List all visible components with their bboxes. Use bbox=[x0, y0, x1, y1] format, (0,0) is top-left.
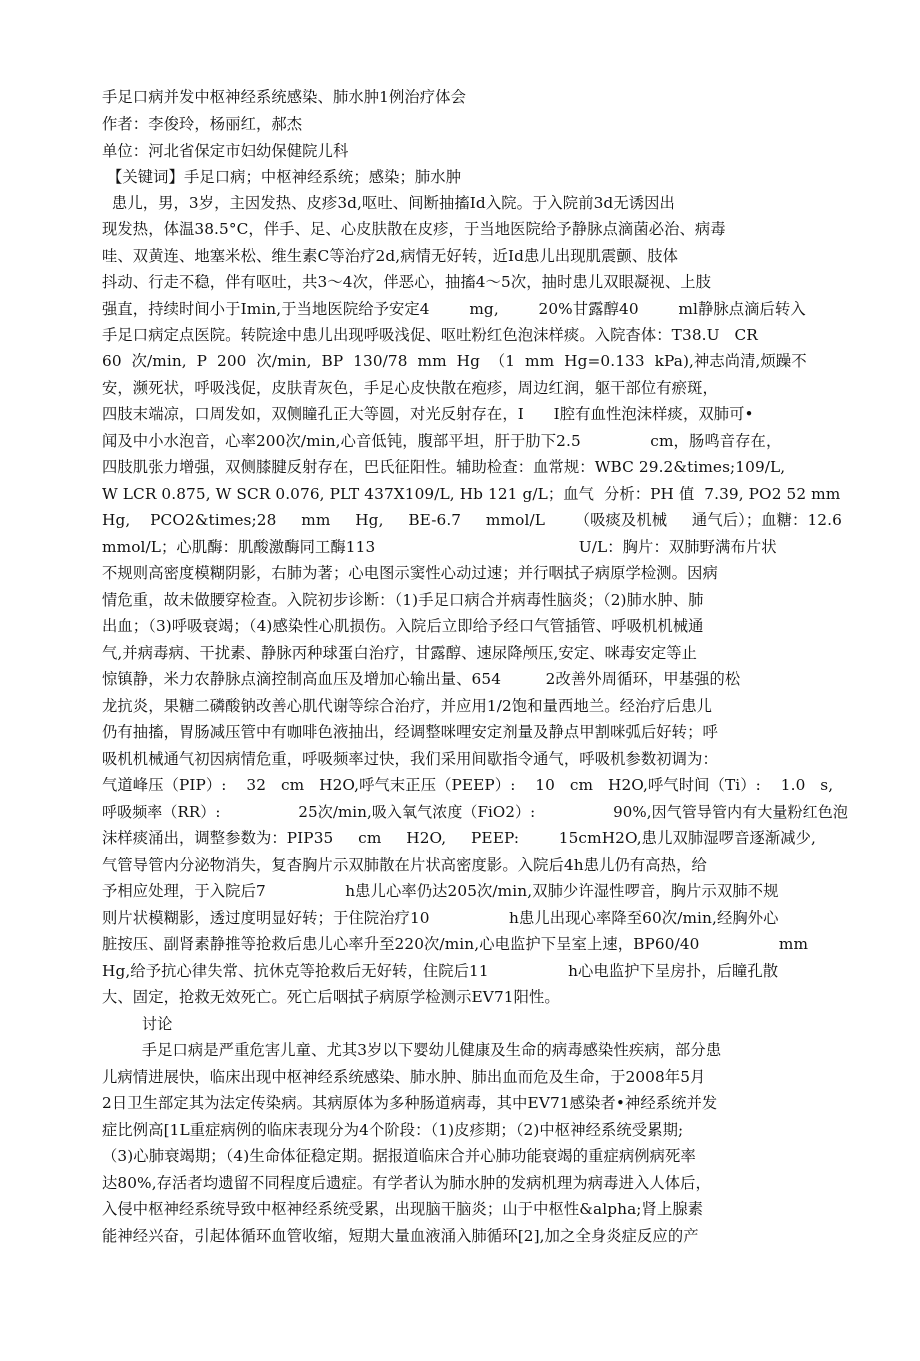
body-line: 情危重，故未做腰穿检查。入院初步诊断：（1)手足口病合并病毒性脑炎；（2)肺水肿、肺 bbox=[102, 591, 704, 609]
body-line: （3)心肺衰竭期；（4)生命体征稳定期。据报道临床合并心肺功能衰竭的重症病例病死率 bbox=[102, 1147, 696, 1165]
body-line: 气,并病毒病、干扰素、静脉丙种球蛋白治疗，甘露醇、速尿降颅压,安定、咪毒安定等止 bbox=[102, 644, 698, 662]
affiliation-line: 单位：河北省保定市妇幼保健院儿科 bbox=[102, 142, 349, 160]
body-line: 60 次/min, P 200 次/min, BP 130/78 mm Hg （1 mm Hg=0.133 kPa),神志尚清,烦躁不 bbox=[102, 352, 807, 370]
body-line: 闻及中小水泡音，心率200次/min,心音低钝，腹部平坦，肝于肋下2.5 cm，肠鸣音存在， bbox=[102, 432, 782, 450]
body-line: 哇、双黄连、地塞米松、维生素C等治疗2d,病情无好转，近Id患儿出现肌震颤、肢体 bbox=[102, 247, 679, 265]
body-line: 手足口病是严重危害儿童、尤其3岁以下婴幼儿健康及生命的病毒感染性疾病，部分患 bbox=[102, 1041, 722, 1059]
body-line: 安，濒死状，呼吸浅促，皮肤青灰色，手足心皮快散在疱疹，周边红润，躯干部位有瘀斑， bbox=[102, 379, 718, 397]
body-line: 症比例高[1L重症病例的临床表现分为4个阶段：（1)皮疹期；（2)中枢神经系统受累期; bbox=[102, 1121, 684, 1139]
body-line: 四肢肌张力增强，双侧膝腱反射存在，巴氏征阳性。辅助检查：血常规：WBC 29.2&times;109/L, bbox=[102, 458, 786, 476]
authors-line: 作者：李俊玲，杨丽红，郝杰 bbox=[102, 115, 303, 133]
body-line: 予相应处理，于入院后7 h患儿心率仍达205次/min,双肺少许湿性啰音，胸片示双肺不规 bbox=[102, 882, 779, 900]
body-line: 入侵中枢神经系统导致中枢神经系统受累，出现脑干脑炎；山于中枢性&alpha;肾上腺素 bbox=[102, 1200, 704, 1218]
body-line: 沫样痰涌出，调整参数为：PIP35 cm H2O, PEEP: 15cmH2O,患儿双肺湿啰音逐渐减少, bbox=[102, 829, 817, 847]
body-line: 呼吸频率（RR）: 25次/min,吸入氧气浓度（FiO2）: 90%,因气管导管内有大量粉红色泡 bbox=[102, 803, 848, 821]
body-line: 仍有抽搐，胃肠减压管中有咖啡色液抽出，经调整咪哩安定剂量及静点甲割咪弧后好转；呼 bbox=[102, 723, 718, 741]
body-line: 气道峰压（PIP）: 32 cm H2O,呼气末正压（PEEP）: 10 cm H2O,呼气时间（Ti）: 1.0 s, bbox=[102, 776, 834, 794]
body-line: 大、固定，抢救无效死亡。死亡后咽拭子病原学检测示EV71阳性。 bbox=[102, 988, 560, 1006]
body-line: mmol/L；心肌酶：肌酸激酶同工酶113 U/L：胸片：双肺野满布片状 bbox=[102, 538, 777, 556]
body-line: 则片状模糊影，透过度明显好转；于住院治疗10 h患儿出现心率降至60次/min,经胸外心 bbox=[102, 909, 779, 927]
section-heading-discussion: 讨论 bbox=[102, 1015, 173, 1033]
body-line: Hg, PCO2&times;28 mm Hg, BE-6.7 mmol/L （吸痰及机械 通气后）；血糖：12.6 bbox=[102, 511, 842, 529]
body-line: 脏按压、副肾素静推等抢救后患儿心率升至220次/min,心电监护下呈室上速，BP60/40 mm bbox=[102, 935, 809, 953]
body-line: 气管导管内分泌物消失，复杳胸片示双肺散在片状高密度影。入院后4h患儿仍有高热，给 bbox=[102, 856, 707, 874]
body-line: 达80%,存活者均遗留不同程度后遗症。有学者认为肺水肿的发病机理为病毒进入人体后， bbox=[102, 1174, 711, 1192]
body-line: 吸机机械通气初因病情危重，呼吸频率过快，我们采用间歇指令通气，呼吸机参数初调为： bbox=[102, 750, 718, 768]
body-line: Hg,给予抗心律失常、抗休克等抢救后无好转，住院后11 h心电监护下呈房扑，后瞳孔散 bbox=[102, 962, 779, 980]
body-line: 出血；（3)呼吸衰竭；（4)感染性心肌损伤。入院后立即给予经口气管插管、呼吸机机械通 bbox=[102, 617, 704, 635]
body-line: 儿病情进展快，临床出现中枢神经系统感染、肺水肿、肺出血而危及生命，于2008年5月 bbox=[102, 1068, 706, 1086]
body-line: 惊镇静，米力农静脉点滴控制高血压及增加心输出量、654 2改善外周循环，甲基强的松 bbox=[102, 670, 741, 688]
body-line: 手足口病定点医院。转院途中患儿出现呼吸浅促、呕吐粉红色泡沫样痰。入院杳体：T38.U CR bbox=[102, 326, 758, 344]
body-line: W LCR 0.875, W SCR 0.076, PLT 437X109/L, Hb 121 g/L；血气 分析：PH 值 7.39, PO2 52 mm bbox=[102, 485, 841, 503]
body-line: 2日卫生部定其为法定传染病。其病原体为多种肠道病毒，其中EV71感染者•神经系统并发 bbox=[102, 1094, 718, 1112]
body-line: 龙抗炎，果糖二磷酸钠改善心肌代谢等综合治疗，并应用1/2饱和量西地兰。经治疗后患儿 bbox=[102, 697, 713, 715]
article-title: 手足口病并发中枢神经系统感染、肺水肿1例治疗体会 bbox=[102, 88, 466, 106]
body-line: 现发热，体温38.5°C，伴手、足、心皮肤散在皮疹，于当地医院给予静脉点滴菌必治、病毒 bbox=[102, 220, 726, 238]
body-line: 不规则高密度模糊阴影，右肺为著；心电图示窦性心动过速；并行咽拭子病原学检测。因病 bbox=[102, 564, 718, 582]
body-line: 患儿，男，3岁，主因发热、皮疹3d,呕吐、间断抽搐Id入院。于入院前3d无诱因出 bbox=[102, 194, 675, 212]
body-line: 四肢末端凉，口周发如，双侧瞳孔正大等圆，对光反射存在，I I腔有血性泡沫样痰，双肺可• bbox=[102, 405, 754, 423]
keywords-line: 【关键词】手足口病；中枢神经系统；感染；肺水肿 bbox=[102, 168, 462, 186]
body-line: 能神经兴奋，引起体循环血管收缩，短期大量血液涌入肺循环[2],加之全身炎症反应的产 bbox=[102, 1227, 699, 1245]
body-line: 抖动、行走不稳，伴有呕吐，共3〜4次，伴恶心，抽搐4〜5次，抽时患儿双眼凝视、上肢 bbox=[102, 273, 712, 291]
body-line: 强直，持续时间小于Imin,于当地医院给予安定4 mg, 20%甘露醇40 ml静脉点滴后转入 bbox=[102, 300, 806, 318]
